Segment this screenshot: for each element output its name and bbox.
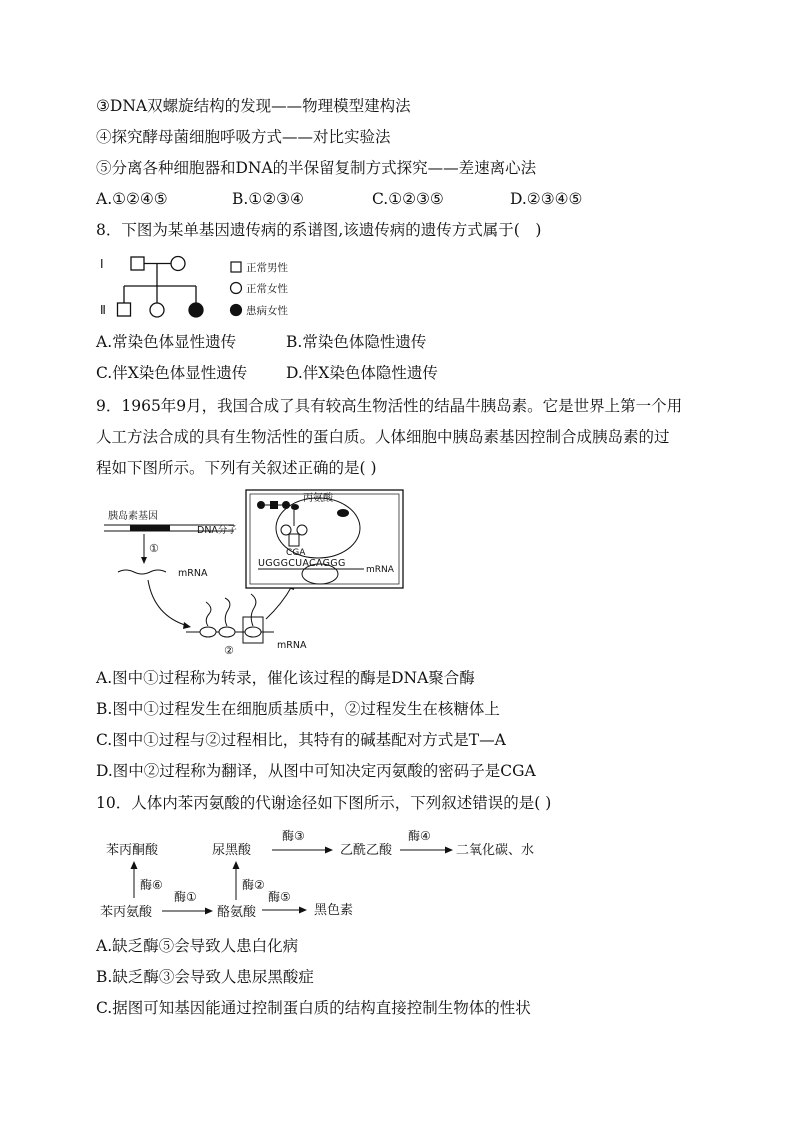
enzyme-3-label: 酶③ xyxy=(282,829,305,843)
q7-item-3: ③DNA双螺旋结构的发现——物理模型建构法 xyxy=(96,97,411,115)
node-co2-water: 二氧化碳、水 xyxy=(456,843,535,858)
gen2-affected-female xyxy=(189,303,203,317)
legend-normal-female: 正常女性 xyxy=(246,283,288,295)
q8-options-row-1 xyxy=(96,332,426,352)
pedigree-chart xyxy=(96,248,316,326)
node-acetoacetate: 乙酰乙酸 xyxy=(340,843,393,858)
dna-label: DNA分子 xyxy=(197,525,237,536)
ribosome-2 xyxy=(219,627,235,637)
q9-stem-line-3: 程如下图所示。下列有关叙述正确的是( ) xyxy=(96,459,377,477)
amino-acid-3 xyxy=(282,501,290,509)
q9-stem-line-1: 9．1965年9月，我国合成了具有较高生物活性的结晶牛胰岛素。它是世界上第一个用 xyxy=(96,397,683,415)
q8-option-b[interactable]: B.常染色体隐性遗传 xyxy=(286,333,427,351)
legend-filled-circle-icon xyxy=(231,305,242,316)
gen2-normal-female xyxy=(150,303,164,317)
node-melanin: 黑色素 xyxy=(314,903,354,918)
insulin-synthesis-figure xyxy=(96,486,416,658)
q7-item-5: ⑤分离各种细胞器和DNA的半保留复制方式探究——差速离心法 xyxy=(96,159,537,177)
generation-1-label: I xyxy=(100,257,104,271)
q10-option-a[interactable]: A.缺乏酶⑤会导致人患白化病 xyxy=(96,937,299,955)
q7-option-d[interactable]: D.②③④⑤ xyxy=(510,190,583,208)
gen2-normal-male xyxy=(118,303,131,316)
q9-option-b[interactable]: B.图中①过程发生在细胞质基质中，②过程发生在核糖体上 xyxy=(96,700,500,718)
q9-stem-line-2: 人工方法合成的具有生物活性的蛋白质。人体细胞中胰岛素基因控制合成胰岛素的过 xyxy=(96,428,670,446)
step-1-label: ① xyxy=(149,542,159,555)
enzyme-4-label: 酶④ xyxy=(408,829,431,843)
q7-options xyxy=(96,189,582,209)
q8-option-a[interactable]: A.常染色体显性遗传 xyxy=(96,333,237,351)
mrna-label-2: mRNA xyxy=(277,640,307,651)
alanine-label: 丙氨酸 xyxy=(303,493,333,504)
ribosome-3 xyxy=(245,627,261,637)
q10-option-c[interactable]: C.据图可知基因能通过控制蛋白质的结构直接控制生物体的性状 xyxy=(96,999,531,1017)
enzyme-2-label: 酶② xyxy=(242,878,265,892)
phenylalanine-pathway xyxy=(96,820,556,926)
legend-affected-female: 患病女性 xyxy=(246,305,288,317)
q8-options-row-2 xyxy=(96,363,438,383)
q9-option-c[interactable]: C.图中①过程与②过程相比，其特有的碱基配对方式是T—A xyxy=(96,731,506,749)
mrna-strand-1 xyxy=(118,570,166,574)
generation-2-label: Ⅱ xyxy=(100,303,106,317)
mrna-sequence: UGGGCUACAGGG xyxy=(258,558,346,569)
q7-item-4: ④探究酵母菌细胞呼吸方式——对比实验法 xyxy=(96,128,391,146)
mrna-label-3: mRNA xyxy=(366,565,394,575)
curve-arrow-to-ribosomes xyxy=(148,580,188,626)
q8-stem: 8．下图为某单基因遗传病的系谱图,该遗传病的遗传方式属于( ) xyxy=(96,221,542,239)
step-2-label: ② xyxy=(224,644,234,657)
q8-option-c[interactable]: C.伴X染色体显性遗传 xyxy=(96,364,248,382)
q7-option-b[interactable]: B.①②③④ xyxy=(232,190,304,208)
q7-option-a[interactable]: A.①②④⑤ xyxy=(96,190,168,208)
amino-acid-4 xyxy=(291,504,299,510)
ribosome-1 xyxy=(200,627,216,637)
q9-option-d[interactable]: D.图中②过程称为翻译，从图中可知决定丙氨酸的密码子是CGA xyxy=(96,762,536,780)
anticodon-label: CGA xyxy=(286,548,306,558)
q8-option-d[interactable]: D.伴X染色体隐性遗传 xyxy=(286,364,438,382)
q7-option-c[interactable]: C.①②③⑤ xyxy=(372,190,444,208)
enzyme-6-label: 酶⑥ xyxy=(140,878,163,892)
node-phenylpyruvate: 苯丙酮酸 xyxy=(106,843,159,858)
legend-circle-icon xyxy=(231,283,242,294)
legend-square-icon xyxy=(231,262,241,272)
alanine-molecule xyxy=(337,509,349,517)
amino-acid-2 xyxy=(270,501,278,509)
amino-acid-1 xyxy=(257,501,265,509)
q10-option-b[interactable]: B.缺乏酶③会导致人患尿黑酸症 xyxy=(96,968,314,986)
gene-label: 胰岛素基因 xyxy=(108,511,158,522)
enzyme-1-label: 酶① xyxy=(174,890,197,904)
legend-normal-male: 正常男性 xyxy=(246,262,288,274)
zoom-arrow xyxy=(266,586,292,619)
enzyme-5-label: 酶⑤ xyxy=(268,890,291,904)
node-phenylalanine: 苯丙氨酸 xyxy=(100,905,153,920)
node-homogentisate: 尿黑酸 xyxy=(212,843,252,858)
insulin-gene-segment xyxy=(130,525,170,532)
node-tyrosine: 酪氨酸 xyxy=(217,905,257,920)
mrna-label-1: mRNA xyxy=(178,568,208,579)
q9-option-a[interactable]: A.图中①过程称为转录，催化该过程的酶是DNA聚合酶 xyxy=(96,669,475,687)
gen1-normal-male xyxy=(131,257,144,270)
gen1-normal-female xyxy=(171,257,185,271)
q10-stem: 10．人体内苯丙氨酸的代谢途径如下图所示，下列叙述错误的是( ) xyxy=(96,794,552,812)
